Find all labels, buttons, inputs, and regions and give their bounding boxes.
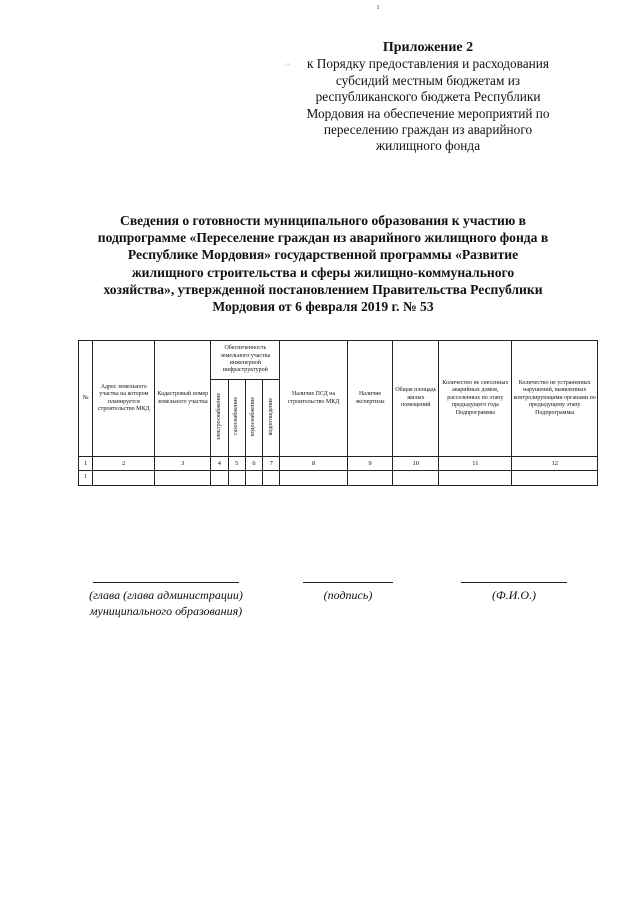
column-number: 7 bbox=[263, 457, 280, 471]
table-cell bbox=[280, 471, 347, 486]
appendix-title: Приложение 2 bbox=[382, 40, 474, 55]
column-number: 6 bbox=[245, 457, 262, 471]
header-water: водоснабжение bbox=[250, 396, 257, 436]
appendix-line: республиканского бюджета Республики bbox=[315, 89, 541, 105]
readiness-table bbox=[78, 340, 598, 486]
document-title-line: Республике Мордовия» государственной программы «Развитие bbox=[127, 247, 519, 263]
head-label-line: (глава (глава администрации) bbox=[89, 588, 243, 602]
column-number-row bbox=[79, 457, 598, 471]
appendix-line: переселению граждан из аварийного bbox=[323, 122, 533, 138]
column-number: 2 bbox=[93, 457, 155, 471]
header-sewer: водоотведение bbox=[267, 397, 274, 435]
header-houses: Количество не снесенных аварийных домов, расселенных по этапу предыдущего года Подпрограммы bbox=[439, 341, 512, 457]
scan-mark: ı bbox=[377, 2, 380, 11]
header-water-cell bbox=[245, 380, 262, 457]
header-sewer-cell bbox=[263, 380, 280, 457]
table-row bbox=[79, 471, 598, 486]
column-number: 12 bbox=[512, 457, 598, 471]
header-infrastructure: Обеспеченность земельного участка инженерной инфраструктурой bbox=[211, 341, 280, 380]
document-title bbox=[70, 212, 576, 315]
column-number: 9 bbox=[347, 457, 393, 471]
header-psd: Наличие ПСД на строительство МКД bbox=[280, 341, 347, 457]
head-signature-line bbox=[93, 582, 239, 583]
table-header-row bbox=[79, 341, 598, 380]
column-number: 5 bbox=[228, 457, 245, 471]
table-cell bbox=[228, 471, 245, 486]
column-number: 1 bbox=[79, 457, 93, 471]
name-label: (Ф.И.О.) bbox=[492, 588, 536, 602]
header-electricity-cell bbox=[211, 380, 228, 457]
document-title-line: Сведения о готовности муниципального образования к участию в bbox=[120, 213, 526, 228]
signature-line bbox=[303, 582, 393, 583]
column-number: 4 bbox=[211, 457, 228, 471]
column-number: 3 bbox=[155, 457, 211, 471]
table-cell bbox=[245, 471, 262, 486]
header-electricity: электроснабжение bbox=[215, 392, 222, 440]
table-cell bbox=[263, 471, 280, 486]
column-number: 10 bbox=[393, 457, 439, 471]
table-cell bbox=[93, 471, 155, 486]
scan-mark: ˙˙ bbox=[285, 62, 291, 71]
document-title-line: Мордовия от 6 февраля 2019 г. № 53 bbox=[212, 299, 434, 315]
column-number: 11 bbox=[439, 457, 512, 471]
header-gas: газоснабжение bbox=[232, 397, 239, 436]
header-gas-cell bbox=[228, 380, 245, 457]
appendix-line: к Порядку предоставления и расходования bbox=[306, 56, 550, 72]
document-title-line: хозяйства», утвержденной постановлением Правительства Республики bbox=[103, 281, 543, 297]
head-label bbox=[80, 588, 252, 619]
header-area: Общая площадь жилых помещений bbox=[393, 341, 439, 457]
header-expertise: Наличие экспертизы bbox=[347, 341, 393, 457]
appendix-block bbox=[278, 40, 578, 155]
table-cell bbox=[347, 471, 393, 486]
table-cell bbox=[439, 471, 512, 486]
document-title-line: подпрограмме «Переселение граждан из аварийного жилищного фонда в bbox=[97, 230, 549, 246]
appendix-line: субсидий местным бюджетам из bbox=[335, 72, 521, 88]
header-violations: Количество не устраненных нарушений, выявленных контролирующими органами по предыдущему этапу Подпрограммы bbox=[512, 341, 598, 457]
header-cadastral: Кадастровый номер земельного участка bbox=[155, 341, 211, 457]
head-label-line: муниципального образования) bbox=[89, 603, 243, 618]
table-cell bbox=[393, 471, 439, 486]
table-cell bbox=[211, 471, 228, 486]
signature-label: (подпись) bbox=[323, 588, 373, 602]
appendix-line: жилищного фонда bbox=[375, 138, 481, 154]
header-no: № bbox=[79, 341, 93, 457]
name-signature-line bbox=[461, 582, 567, 583]
document-title-line: жилищного строительства и сферы жилищно-коммунального bbox=[131, 264, 515, 280]
column-number: 8 bbox=[280, 457, 347, 471]
table-cell bbox=[512, 471, 598, 486]
row-number: 1 bbox=[79, 471, 93, 486]
header-address: Адрес земельного участка на котором планируется строительство МКД bbox=[93, 341, 155, 457]
appendix-line: Мордовия на обеспечение мероприятий по bbox=[306, 105, 550, 121]
table-cell bbox=[155, 471, 211, 486]
